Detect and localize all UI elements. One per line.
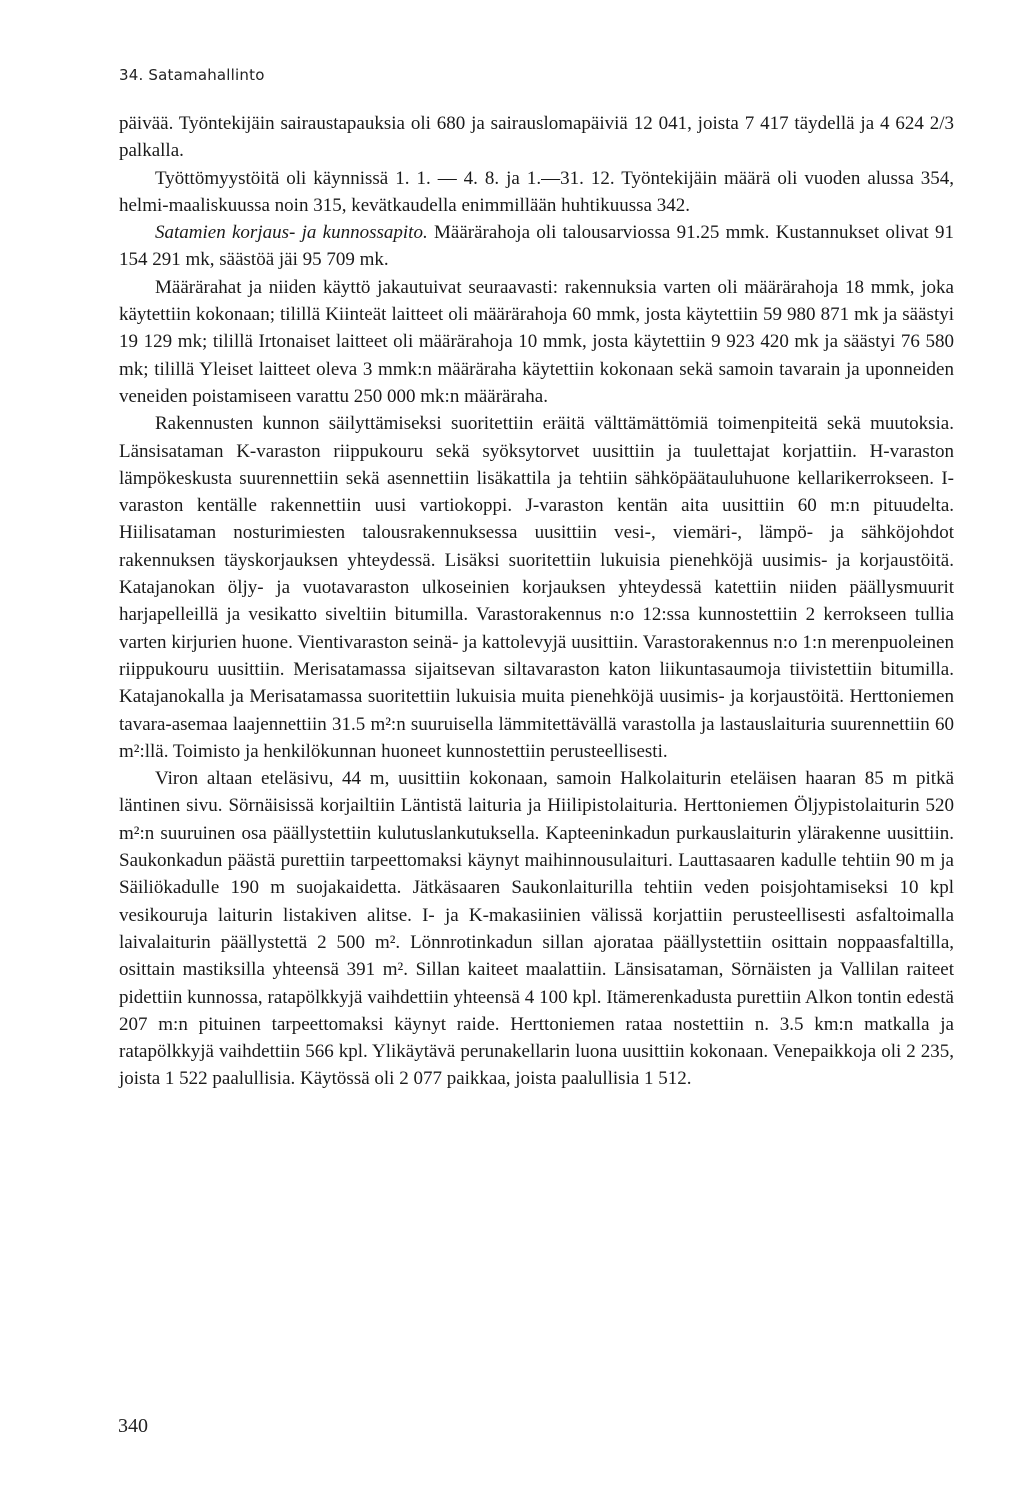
paragraph-text: Viron altaan eteläsivu, 44 m, uusittiin kokonaan, samoin Halkolaiturin eteläisen haaran 85 m pitkä läntinen sivu. Sörnäisissä korjailtiin Läntistä laituria ja Hiilipistolaituria. Herttoniemen Öljypistolaiturin 520 m²:n suuruinen osa päällystettiin kulutuslankutuksella. Kapteeninkadun purkauslaiturin ylärakenne uusittiin. Saukonkadun päästä purettiin tarpeettomaksi käynyt maihinnousulaituri. Lauttasaaren kadulle tehtiin 90 m ja Säiliökadulle 190 m suojakaidetta. Jätkäsaaren Saukonlaiturilla tehtiin veden poisjohtamiseksi 10 kpl vesikouruja laiturin listakiven alitse. I- ja K-makasiinien välissä korjattiin perusteellisesti asfaltoimalla laivalaiturin päällystettä 2 500 m². Lönnrotinkadun sillan ajorataa päällystettiin osittain noppaasfaltilla, osittain mastiksilla yhteensä 391 m². Sillan kaiteet maalattiin. Länsisataman, Sörnäisten ja Vallilan raiteet pidettiin kunnossa, ratapölkkyjä vaihdettiin yhteensä 4 100 kpl. Itämerenkadusta purettiin Alkon tontin edestä 207 m:n pituinen tarpeettomaksi käynyt raide. Herttoniemen rataa nostettiin n. 3.5 km:n matkalla ja ratapölkkyjä vaihdettiin 566 kpl. Ylikäytävä perunakellarin luona uusittiin kokonaan. Venepaikkoja oli 2 235, joista 1 522 paalullisia. Käytössä oli 2 077 paikkaa, joista paalullisia 1 512.	[119, 768, 954, 1090]
paragraph-text: Määrärahat ja niiden käyttö jakautuivat seuraavasti: rakennuksia varten oli määrärahoja 18 mmk, joka käytettiin kokonaan; tilillä Kiinteät laitteet oli määrärahoja 60 mmk, josta käytettiin 59 980 871 mk ja säästyi 19 129 mk; tilillä Irtonaiset laitteet oli määrärahoja 10 mmk, josta käytettiin 9 923 420 mk ja säästyi 76 580 mk; tilillä Yleiset laitteet oleva 3 mmk:n määräraha käytettiin kokonaan sekä samoin tavarain ja uponneiden veneiden poistamiseen varattu 250 000 mk:n määräraha.	[119, 276, 954, 407]
paragraph-text: Rakennusten kunnon säilyttämiseksi suoritettiin eräitä välttämättömiä toimenpiteitä sekä muutoksia. Länsisataman K-varaston riippukouru sekä syöksytorvet uusittiin ja tuulettajat korjattiin. H-varaston lämpökeskusta suurennettiin sekä asennettiin lisäkattila ja tehtiin sähköpäätauluhuone kellarikerrokseen. I-varaston kentälle rakennettiin uusi vartiokoppi. J-varaston kentän aita uusittiin 60 m:n pituudelta. Hiilisataman nosturimiesten talousrakennuksessa uusittiin vesi-, viemäri-, lämpö- ja sähköjohdot rakennuksen täyskorjauksen yhteydessä. Lisäksi suoritettiin lukuisia pienehköjä uusimis- ja korjaustöitä. Katajanokan öljy- ja vuotavaraston ulkoseinien korjauksen yhteydessä katettiin niiden päällysmuurit harjapelleillä ja vesikatto siveltiin bitumilla. Varastorakennus n:o 12:ssa kunnostettiin 2 kerrokseen tullia varten kirjurien huone. Vientivaraston seinä- ja kattolevyjä uusittiin. Varastorakennus n:o 1:n merenpuoleinen riippukouru uusittiin. Merisatamassa sijaitsevan siltavaraston katon liikuntasaumoja tiivistettiin bitumilla. Katajanokalla ja Merisatamassa suoritettiin lukuisia muita pienehköjä uusimis- ja korjaustöitä. Herttoniemen tavara-asemaa laajennettiin 31.5 m²:n suuruisella lämmitettävällä varastolla ja lastauslaituria suurennettiin 60 m²:llä. Toimisto ja henkilökunnan huoneet kunnostettiin perusteellisesti.	[119, 413, 954, 762]
body-text	[119, 110, 954, 1093]
paragraph-text: Työttömyystöitä oli käynnissä 1. 1. — 4. 8. ja 1.—31. 12. Työntekijäin määrä oli vuoden alussa 354, helmi-maaliskuussa noin 315, kevätkaudella enimmillään huhtikuussa 342.	[119, 167, 954, 216]
paragraph	[119, 219, 954, 274]
paragraph	[119, 410, 954, 765]
paragraph	[119, 765, 954, 1093]
paragraph	[119, 110, 954, 165]
section-heading: Satamien korjaus- ja kunnossapito.	[155, 222, 428, 244]
running-header: 34. Satamahallinto	[119, 66, 265, 84]
paragraph-text: Määrärahoja oli talousarviossa 91.25 mmk. Kustannukset olivat 91 154 291 mk, säästöä jäi 95 709 mk.	[119, 222, 954, 271]
paragraph	[119, 274, 954, 410]
paragraph-text: päivää. Työntekijäin sairaustapauksia oli 680 ja sairauslomapäiviä 12 041, joista 7 417 täydellä ja 4 624 2/3 palkalla.	[119, 113, 954, 162]
paragraph	[119, 165, 954, 220]
page-number: 340	[118, 1415, 148, 1437]
